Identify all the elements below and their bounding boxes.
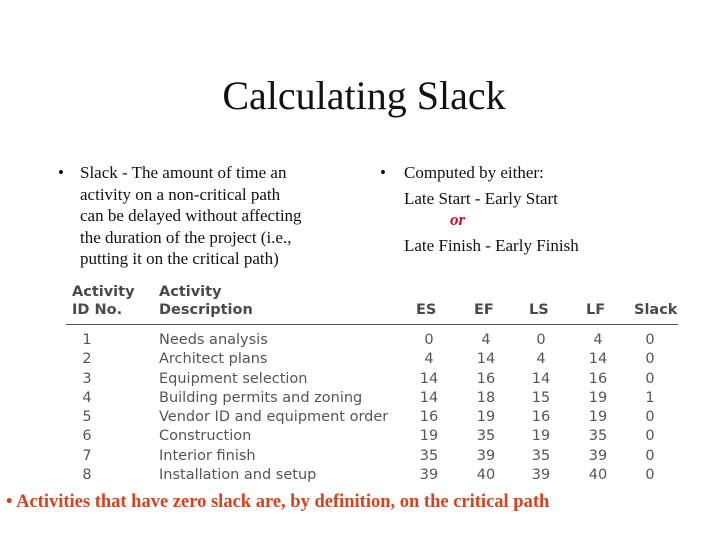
cell-slack: 0 bbox=[645, 428, 655, 445]
table-row bbox=[66, 428, 678, 447]
cell-ef: 35 bbox=[476, 428, 496, 445]
cell-ls: 39 bbox=[531, 467, 551, 484]
cell-ls: 4 bbox=[536, 351, 546, 368]
header-ls: LS bbox=[529, 302, 549, 318]
critical-path-note-text: Activities that have zero slack are, by definition, on the critical path bbox=[16, 492, 550, 512]
cell-es: 14 bbox=[419, 389, 439, 406]
cell-lf: 16 bbox=[588, 370, 608, 387]
cell-ef: 39 bbox=[476, 447, 496, 464]
cell-ef: 18 bbox=[476, 389, 496, 406]
cell-ef: 16 bbox=[476, 370, 496, 387]
computation-intro: Computed by either: bbox=[404, 163, 544, 182]
cell-slack: 0 bbox=[645, 447, 655, 464]
definition-line: Slack - The amount of time an bbox=[80, 163, 287, 182]
bullet-marker: • bbox=[58, 163, 64, 182]
cell-id: 3 bbox=[82, 370, 92, 387]
cell-id: 4 bbox=[82, 389, 92, 406]
cell-description: Vendor ID and equipment order bbox=[159, 409, 389, 426]
table-row bbox=[66, 332, 678, 351]
computation-bullet bbox=[380, 162, 710, 256]
header-es: ES bbox=[416, 302, 437, 318]
table-row bbox=[66, 390, 678, 409]
cell-lf: 19 bbox=[588, 409, 608, 426]
bullet-marker: • bbox=[380, 163, 386, 182]
header-divider bbox=[66, 324, 678, 325]
header-ef: EF bbox=[474, 302, 494, 318]
cell-slack: 0 bbox=[645, 370, 655, 387]
cell-description: Needs analysis bbox=[159, 332, 268, 348]
table-row bbox=[66, 351, 678, 370]
cell-ls: 19 bbox=[531, 428, 551, 445]
cell-es: 4 bbox=[424, 351, 434, 368]
cell-lf: 14 bbox=[588, 351, 608, 368]
definition-line: putting it on the critical path) bbox=[80, 249, 279, 268]
table-row bbox=[66, 448, 678, 467]
slack-table bbox=[66, 282, 678, 484]
table-row bbox=[66, 409, 678, 428]
header-slack: Slack bbox=[634, 302, 678, 318]
definition-line: can be delayed without affecting bbox=[80, 206, 302, 225]
cell-lf: 40 bbox=[588, 467, 608, 484]
cell-ls: 15 bbox=[531, 389, 551, 406]
cell-description: Building permits and zoning bbox=[159, 389, 363, 406]
table-row bbox=[66, 371, 678, 390]
cell-slack: 1 bbox=[645, 389, 655, 406]
cell-ls: 16 bbox=[531, 409, 551, 426]
cell-description: Interior finish bbox=[159, 447, 256, 464]
definition-line: activity on a non-critical path bbox=[80, 184, 281, 204]
cell-lf: 19 bbox=[588, 389, 608, 406]
cell-ef: 14 bbox=[476, 351, 496, 368]
header-description-line1: Activity bbox=[159, 284, 222, 300]
cell-description: Architect plans bbox=[159, 351, 268, 368]
cell-id: 5 bbox=[82, 409, 92, 426]
header-activity-id-line2: ID No. bbox=[72, 302, 123, 318]
cell-description: Equipment selection bbox=[159, 370, 308, 387]
cell-id: 7 bbox=[82, 447, 92, 464]
header-description-line2: Description bbox=[159, 302, 253, 318]
or-connector: or bbox=[450, 210, 466, 229]
critical-path-note bbox=[6, 492, 724, 513]
slack-definition-text bbox=[80, 162, 302, 270]
cell-es: 14 bbox=[419, 370, 439, 387]
table-row bbox=[66, 467, 678, 486]
cell-lf: 4 bbox=[593, 332, 603, 348]
cell-description: Construction bbox=[159, 428, 252, 445]
header-activity-id-line1: Activity bbox=[72, 284, 135, 300]
cell-ls: 14 bbox=[531, 370, 551, 387]
cell-ls: 0 bbox=[536, 332, 546, 348]
bullet-marker: • bbox=[6, 492, 13, 512]
table-header bbox=[66, 282, 678, 326]
cell-id: 2 bbox=[82, 351, 92, 368]
cell-es: 39 bbox=[419, 467, 439, 484]
cell-lf: 35 bbox=[588, 428, 608, 445]
cell-id: 6 bbox=[82, 428, 92, 445]
cell-es: 35 bbox=[419, 447, 439, 464]
formula-late-start: Late Start - Early Start bbox=[404, 188, 558, 208]
header-lf: LF bbox=[586, 302, 606, 318]
formula-late-finish: Late Finish - Early Finish bbox=[404, 235, 579, 255]
cell-ls: 35 bbox=[531, 447, 551, 464]
cell-es: 16 bbox=[419, 409, 439, 426]
cell-lf: 39 bbox=[588, 447, 608, 464]
cell-slack: 0 bbox=[645, 332, 655, 348]
definition-line: the duration of the project (i.e., bbox=[80, 227, 292, 247]
slide-title: Calculating Slack bbox=[222, 73, 506, 118]
cell-id: 8 bbox=[82, 467, 92, 484]
cell-ef: 4 bbox=[481, 332, 491, 348]
table-body bbox=[66, 332, 678, 486]
cell-es: 0 bbox=[424, 332, 434, 348]
cell-ef: 40 bbox=[476, 467, 496, 484]
cell-slack: 0 bbox=[645, 467, 655, 484]
cell-slack: 0 bbox=[645, 409, 655, 426]
cell-es: 19 bbox=[419, 428, 439, 445]
cell-ef: 19 bbox=[476, 409, 496, 426]
cell-description: Installation and setup bbox=[159, 467, 317, 484]
slack-definition-bullet bbox=[58, 162, 358, 270]
cell-slack: 0 bbox=[645, 351, 655, 368]
cell-id: 1 bbox=[82, 332, 92, 348]
